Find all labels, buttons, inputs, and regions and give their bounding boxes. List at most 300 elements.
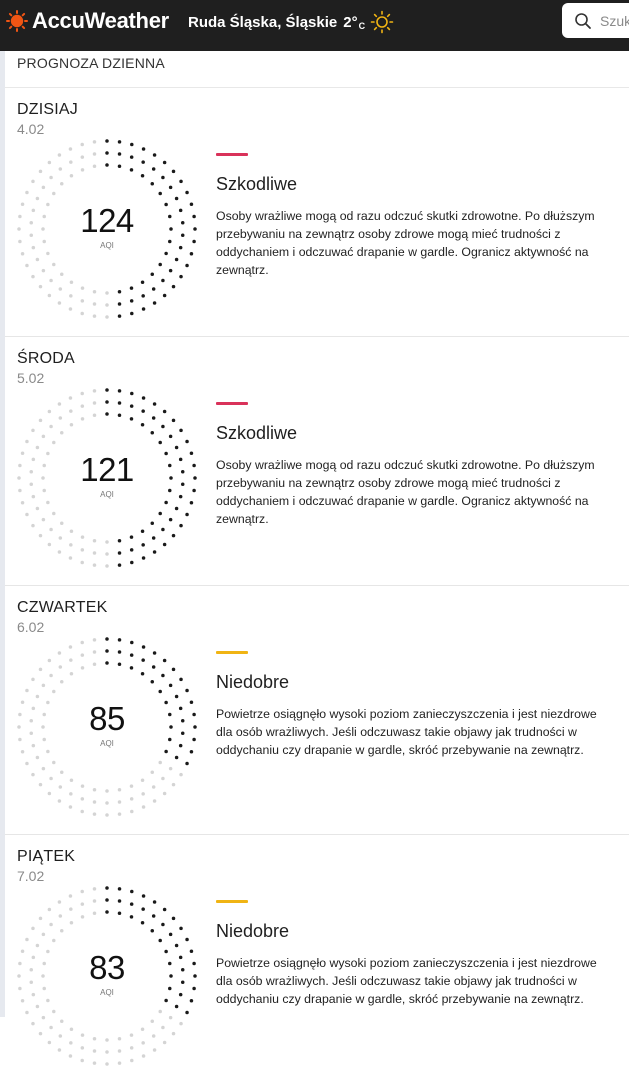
aqi-dot-filled xyxy=(175,446,179,450)
aqi-dot-empty xyxy=(69,396,73,400)
aqi-dot-empty xyxy=(93,152,97,156)
aqi-dot-empty xyxy=(52,939,56,943)
aqi-dot-filled xyxy=(179,275,183,279)
aqi-dot-empty xyxy=(25,440,29,444)
aqi-dot-empty xyxy=(49,425,53,429)
aqi-dot-empty xyxy=(58,301,62,305)
aqi-dot-empty xyxy=(81,168,85,172)
aqi-dot-filled xyxy=(118,152,122,156)
aqi-dot-filled xyxy=(151,929,155,933)
aqi-dot-filled xyxy=(151,680,155,684)
aqi-dot-empty xyxy=(58,651,62,655)
aqi-dot-empty xyxy=(80,641,84,645)
aqi-dot-empty xyxy=(69,658,73,662)
aqi-dot-filled xyxy=(141,529,145,533)
aqi-dot-filled xyxy=(169,269,173,273)
aqi-dot-filled xyxy=(130,535,134,539)
aqi-dot-filled xyxy=(161,528,165,532)
aqi-dot-filled xyxy=(151,273,155,277)
aqi-dot-empty xyxy=(52,192,56,196)
day-date: 6.02 xyxy=(17,619,45,635)
aqi-dot-empty xyxy=(80,312,84,316)
aqi-dot-empty xyxy=(49,279,53,283)
aqi-dot-filled xyxy=(179,180,183,184)
day-date: 5.02 xyxy=(17,370,45,386)
aqi-dot-filled xyxy=(185,513,189,517)
aqi-dot-empty xyxy=(81,535,85,539)
aqi-dot-filled xyxy=(118,302,122,306)
aqi-dot-empty xyxy=(80,561,84,565)
aqi-dot-filled xyxy=(158,441,162,445)
aqi-dot-empty xyxy=(81,797,85,801)
aqi-dot-empty xyxy=(49,176,53,180)
aqi-dot-empty xyxy=(39,419,43,423)
aqi-dot-empty xyxy=(69,294,73,298)
aqi-dot-empty xyxy=(179,773,183,777)
aqi-dot-empty xyxy=(81,1033,85,1037)
aqi-dot-empty xyxy=(48,543,52,547)
aqi-dot-filled xyxy=(185,689,189,693)
aqi-dot-empty xyxy=(69,1054,73,1058)
aqi-dot-empty xyxy=(48,659,52,663)
aqi-dot-empty xyxy=(105,1038,109,1042)
aqi-dot-filled xyxy=(179,429,183,433)
aqi-dot-empty xyxy=(141,1041,145,1045)
aqi-dot-filled xyxy=(105,886,109,890)
aqi-dot-empty xyxy=(172,1032,176,1036)
aqi-dot-filled xyxy=(141,160,145,164)
aqi-dot-filled xyxy=(158,512,162,516)
aqi-dot-empty xyxy=(153,1048,157,1052)
aqi-dot-empty xyxy=(130,1033,134,1037)
aqi-dot-filled xyxy=(153,153,157,157)
temperature-value: 2° xyxy=(343,13,358,31)
aqi-dot-empty xyxy=(179,1022,183,1025)
aqi-dot-empty xyxy=(60,771,64,775)
aqi-dot-filled xyxy=(105,163,109,167)
aqi-dot-empty xyxy=(70,423,74,427)
aqi-dot-empty xyxy=(25,264,29,268)
aqi-dot-filled xyxy=(185,762,189,766)
aqi-dot-filled xyxy=(152,167,156,171)
aqi-dot-empty xyxy=(172,783,176,787)
aqi-dot-empty xyxy=(69,160,73,164)
aqi-dot-empty xyxy=(80,810,84,814)
aqi-dot-empty xyxy=(69,1041,73,1045)
aqi-dot-empty xyxy=(46,750,50,754)
aqi-dot-filled xyxy=(175,1005,179,1009)
aqi-dot-empty xyxy=(93,788,97,792)
category-label: Szkodliwe xyxy=(216,423,298,443)
aqi-dot-filled xyxy=(161,279,165,283)
aqi-dot-empty xyxy=(93,551,97,555)
aqi-dot-empty xyxy=(163,792,167,796)
aqi-dot-empty xyxy=(36,1005,40,1009)
aqi-dot-empty xyxy=(105,801,109,805)
aqi-value: 85 xyxy=(89,700,125,737)
aqi-dot-empty xyxy=(49,777,53,781)
aqi-dot-empty xyxy=(52,512,56,516)
aqi-dot-filled xyxy=(118,290,122,294)
aqi-dot-empty xyxy=(80,1059,84,1063)
aqi-dot-filled xyxy=(185,1011,189,1015)
aqi-dot-filled xyxy=(152,665,156,669)
aqi-dot-empty xyxy=(105,1050,109,1054)
aqi-dot-empty xyxy=(93,662,97,666)
aqi-dot-empty xyxy=(49,674,53,678)
aqi-dot-filled xyxy=(163,908,167,912)
aqi-dot-empty xyxy=(105,1062,109,1066)
aqi-dot-empty xyxy=(93,1061,97,1065)
aqi-dot-filled xyxy=(141,174,145,178)
aqi-dot-empty xyxy=(48,294,52,298)
aqi-dot-filled xyxy=(105,649,109,653)
aqi-dot-empty xyxy=(69,307,73,311)
temperature-unit: C xyxy=(358,20,366,31)
aqi-dot-empty xyxy=(39,917,43,921)
aqi-dot-empty xyxy=(25,762,29,766)
aqi-dot-filled xyxy=(141,907,145,911)
aqi-dot-empty xyxy=(152,1034,156,1038)
aqi-dot-empty xyxy=(31,678,35,682)
aqi-dot-filled xyxy=(130,299,134,303)
aqi-dot-filled xyxy=(163,659,167,663)
aqi-dot-empty xyxy=(130,1059,134,1063)
aqi-dot-empty xyxy=(105,789,109,793)
aqi-dot-empty xyxy=(52,441,56,445)
aqi-dot-empty xyxy=(105,552,109,556)
aqi-dot-filled xyxy=(130,653,134,657)
aqi-dot-filled xyxy=(161,425,165,429)
aqi-dot-filled xyxy=(142,307,146,311)
search-icon xyxy=(574,12,592,30)
aqi-dot-empty xyxy=(70,174,74,178)
category-color-bar xyxy=(216,153,248,156)
aqi-dot-filled xyxy=(175,695,179,699)
aqi-dot-empty xyxy=(161,1026,165,1030)
aqi-dot-empty xyxy=(81,404,85,408)
aqi-dot-empty xyxy=(152,785,156,789)
aqi-dot-empty xyxy=(60,431,64,435)
aqi-dot-empty xyxy=(93,800,97,804)
aqi-dot-filled xyxy=(118,314,122,318)
aqi-dot-empty xyxy=(48,161,52,165)
category-label: Niedobre xyxy=(216,921,290,941)
aqi-dot-empty xyxy=(59,914,63,918)
aqi-dot-filled xyxy=(130,312,134,316)
aqi-dot-empty xyxy=(141,1027,145,1031)
aqi-dot-filled xyxy=(118,413,122,417)
aqi-dot-empty xyxy=(80,890,84,894)
aqi-dot-empty xyxy=(39,668,43,672)
aqi-dot-filled xyxy=(142,147,146,151)
aqi-dot-empty xyxy=(93,887,97,891)
aqi-dot-empty xyxy=(25,938,29,942)
aqi-dot-empty xyxy=(153,799,157,803)
aqi-dot-empty xyxy=(60,929,64,933)
aqi-dot-filled xyxy=(153,402,157,406)
aqi-dot-filled xyxy=(190,750,194,754)
aqi-dot-empty xyxy=(151,1020,155,1024)
day-card[interactable] xyxy=(5,835,629,1084)
aqi-dot-empty xyxy=(81,915,85,919)
day-date: 4.02 xyxy=(17,121,45,137)
aqi-dot-empty xyxy=(93,1049,97,1053)
aqi-dot-empty xyxy=(60,273,64,277)
aqi-unit-label: AQI xyxy=(100,490,114,499)
aqi-dot-empty xyxy=(21,501,25,505)
aqi-dot-filled xyxy=(130,666,134,670)
aqi-dot-filled xyxy=(161,674,165,678)
aqi-dot-filled xyxy=(158,690,162,694)
aqi-dot-filled xyxy=(164,750,168,754)
brand-logo-link[interactable] xyxy=(6,8,169,34)
day-name: PIĄTEK xyxy=(17,848,76,865)
aqi-dot-filled xyxy=(118,638,122,642)
current-location-link[interactable] xyxy=(188,10,394,34)
aqi-dot-empty xyxy=(48,410,52,414)
aqi-dot-empty xyxy=(93,401,97,405)
aqi-dot-empty xyxy=(42,933,46,937)
category-label: Szkodliwe xyxy=(216,174,298,194)
aqi-dot-empty xyxy=(25,191,29,195)
aqi-dot-filled xyxy=(152,914,156,918)
aqi-dot-filled xyxy=(105,661,109,665)
aqi-dot-empty xyxy=(42,435,46,439)
aqi-dot-filled xyxy=(130,155,134,159)
aqi-dot-filled xyxy=(172,668,176,672)
aqi-dot-empty xyxy=(69,147,73,151)
aqi-dot-empty xyxy=(93,140,97,144)
top-navigation-bar xyxy=(0,0,629,51)
aqi-dot-empty xyxy=(118,812,122,816)
aqi-dot-filled xyxy=(105,151,109,155)
category-description: Osoby wrażliwe mogą od razu odczuć skutki zdrowotne. Po dłuższym przebywaniu na zewnątrz osoby zdrowe mogą mieć trudności z oddychaniem i odczuwać drapanie w gardle. Ogranicz aktywność na zewnątrz. xyxy=(216,209,595,277)
aqi-dot-filled xyxy=(151,182,155,186)
aqi-dot-empty xyxy=(80,392,84,396)
aqi-dot-empty xyxy=(105,291,109,295)
aqi-dot-empty xyxy=(31,524,35,528)
day-date: 7.02 xyxy=(17,868,45,884)
aqi-dot-empty xyxy=(118,1049,122,1053)
aqi-dot-empty xyxy=(93,290,97,294)
aqi-dot-empty xyxy=(42,1016,46,1020)
aqi-dot-empty xyxy=(118,1061,122,1065)
aqi-dot-filled xyxy=(118,389,122,393)
day-card[interactable] xyxy=(5,337,629,586)
aqi-dot-filled xyxy=(142,556,146,560)
aqi-value: 121 xyxy=(80,451,134,488)
aqi-dot-empty xyxy=(39,170,43,174)
category-color-bar xyxy=(216,900,248,903)
aqi-dot-filled xyxy=(130,286,134,290)
aqi-dot-empty xyxy=(52,690,56,694)
aqi-dot-empty xyxy=(60,680,64,684)
aqi-dot-empty xyxy=(31,429,35,433)
aqi-dot-filled xyxy=(172,917,176,921)
aqi-dot-empty xyxy=(39,783,43,787)
aqi-dot-empty xyxy=(42,684,46,688)
category-color-bar xyxy=(216,402,248,405)
aqi-dot-empty xyxy=(70,280,74,284)
day-name: CZWARTEK xyxy=(17,599,108,616)
aqi-dot-empty xyxy=(42,767,46,771)
aqi-dot-filled xyxy=(105,910,109,914)
aqi-dot-filled xyxy=(130,915,134,919)
aqi-unit-label: AQI xyxy=(100,988,114,997)
aqi-dot-empty xyxy=(105,315,109,319)
aqi-dot-empty xyxy=(70,529,74,533)
aqi-dot-empty xyxy=(21,750,25,754)
section-title: PROGNOZA DZIENNA xyxy=(17,55,165,71)
aqi-dot-filled xyxy=(141,409,145,413)
aqi-dot-filled xyxy=(105,637,109,641)
aqi-dot-empty xyxy=(31,275,35,279)
aqi-dot-filled xyxy=(118,887,122,891)
aqi-dot-empty xyxy=(36,756,40,760)
aqi-dot-filled xyxy=(190,999,194,1003)
aqi-dot-empty xyxy=(93,563,97,567)
aqi-dot-empty xyxy=(48,908,52,912)
aqi-dot-empty xyxy=(21,999,25,1003)
aqi-dot-filled xyxy=(169,435,173,439)
aqi-dot-filled xyxy=(169,933,173,937)
aqi-dot-empty xyxy=(36,197,40,201)
aqi-dot-filled xyxy=(130,404,134,408)
category-description: Powietrze osiągnęło wysoki poziom zanieczyszczenia i jest niezdrowe dla osób wrażliwych. Jeśli odczuwasz takie objawy jak trudności w oddychaniu czy drapanie w gardle, skróć przebywanie na zewnątrz. xyxy=(216,956,597,1006)
aqi-dot-empty xyxy=(118,788,122,792)
aqi-value: 124 xyxy=(80,202,134,239)
aqi-dot-empty xyxy=(93,638,97,642)
aqi-dot-empty xyxy=(58,900,62,904)
aqi-dot-empty xyxy=(130,810,134,814)
daily-forecast-section xyxy=(0,51,629,1017)
aqi-dot-empty xyxy=(93,413,97,417)
aqi-dot-filled xyxy=(172,419,176,423)
aqi-dot-empty xyxy=(36,507,40,511)
aqi-dot-empty xyxy=(31,773,35,777)
aqi-dot-empty xyxy=(52,1010,56,1014)
aqi-dot-filled xyxy=(118,140,122,144)
aqi-dot-filled xyxy=(158,263,162,267)
aqi-dot-empty xyxy=(93,539,97,543)
aqi-dot-empty xyxy=(60,522,64,526)
aqi-dot-empty xyxy=(69,645,73,649)
aqi-dot-filled xyxy=(141,423,145,427)
aqi-dot-filled xyxy=(153,550,157,554)
aqi-dot-filled xyxy=(141,294,145,298)
aqi-dot-empty xyxy=(142,805,146,809)
aqi-dot-empty xyxy=(59,785,63,789)
aqi-dot-empty xyxy=(36,695,40,699)
aqi-dot-empty xyxy=(59,167,63,171)
aqi-dot-filled xyxy=(151,522,155,526)
search-input[interactable] xyxy=(600,13,629,29)
current-temperature xyxy=(343,14,365,31)
aqi-dot-filled xyxy=(169,518,173,522)
aqi-dot-filled xyxy=(130,168,134,172)
aqi-dot-filled xyxy=(142,645,146,649)
aqi-dot-empty xyxy=(81,784,85,788)
aqi-dot-empty xyxy=(58,550,62,554)
aqi-dot-filled xyxy=(190,501,194,505)
aqi-dot-empty xyxy=(130,1046,134,1050)
aqi-dot-filled xyxy=(169,186,173,190)
aqi-dot-filled xyxy=(118,164,122,168)
aqi-dot-empty xyxy=(118,1037,122,1041)
day-card[interactable] xyxy=(5,586,629,835)
aqi-dot-filled xyxy=(163,410,167,414)
aqi-dot-empty xyxy=(93,812,97,816)
aqi-dot-empty xyxy=(58,153,62,157)
aqi-dot-empty xyxy=(42,518,46,522)
aqi-dot-empty xyxy=(151,771,155,775)
aqi-dot-filled xyxy=(141,672,145,676)
aqi-dot-empty xyxy=(81,299,85,303)
aqi-dot-filled xyxy=(185,440,189,444)
aqi-dot-empty xyxy=(36,446,40,450)
aqi-dot-filled xyxy=(185,264,189,268)
aqi-dot-empty xyxy=(60,182,64,186)
aqi-unit-label: AQI xyxy=(100,241,114,250)
aqi-dot-empty xyxy=(58,799,62,803)
aqi-dot-empty xyxy=(69,556,73,560)
aqi-dot-filled xyxy=(105,388,109,392)
aqi-dot-empty xyxy=(142,1054,146,1058)
aqi-dot-filled xyxy=(153,301,157,305)
aqi-dot-empty xyxy=(81,155,85,159)
search-box[interactable] xyxy=(562,3,629,38)
aqi-dot-empty xyxy=(81,902,85,906)
aqi-dot-filled xyxy=(179,524,183,528)
aqi-dot-filled xyxy=(105,898,109,902)
aqi-dot-filled xyxy=(175,258,179,262)
aqi-dot-filled xyxy=(142,894,146,898)
aqi-value: 83 xyxy=(89,949,125,986)
aqi-dot-filled xyxy=(175,197,179,201)
aqi-dot-filled xyxy=(169,684,173,688)
aqi-dot-filled xyxy=(118,551,122,555)
category-label: Niedobre xyxy=(216,672,290,692)
category-color-bar xyxy=(216,651,248,654)
day-card[interactable] xyxy=(5,88,629,337)
aqi-dot-filled xyxy=(185,191,189,195)
aqi-dot-empty xyxy=(118,800,122,804)
aqi-dot-filled xyxy=(163,294,167,298)
aqi-dot-empty xyxy=(39,534,43,538)
aqi-dot-empty xyxy=(25,513,29,517)
aqi-dot-empty xyxy=(80,143,84,147)
aqi-dot-empty xyxy=(25,1011,29,1015)
aqi-dot-empty xyxy=(69,792,73,796)
aqi-dot-empty xyxy=(93,650,97,654)
aqi-dot-empty xyxy=(93,164,97,168)
aqi-dot-filled xyxy=(130,890,134,894)
aqi-dot-empty xyxy=(161,777,165,781)
aqi-dot-empty xyxy=(31,180,35,184)
category-description: Powietrze osiągnęło wysoki poziom zanieczyszczenia i jest niezdrowe dla osób wrażliwych. Jeśli odczuwasz takie objawy jak trudności w oddychaniu czy drapanie w gardle, skróć przebywanie na zewnątrz. xyxy=(216,707,597,757)
brand-name: AccuWeather xyxy=(32,8,169,33)
aqi-dot-filled xyxy=(118,662,122,666)
aqi-dot-empty xyxy=(49,528,53,532)
aqi-dot-empty xyxy=(36,944,40,948)
aqi-dot-empty xyxy=(163,1041,167,1045)
aqi-dot-filled xyxy=(141,921,145,925)
aqi-dot-empty xyxy=(48,792,52,796)
aqi-dot-empty xyxy=(52,761,56,765)
aqi-dot-empty xyxy=(69,907,73,911)
aqi-dot-empty xyxy=(52,263,56,267)
